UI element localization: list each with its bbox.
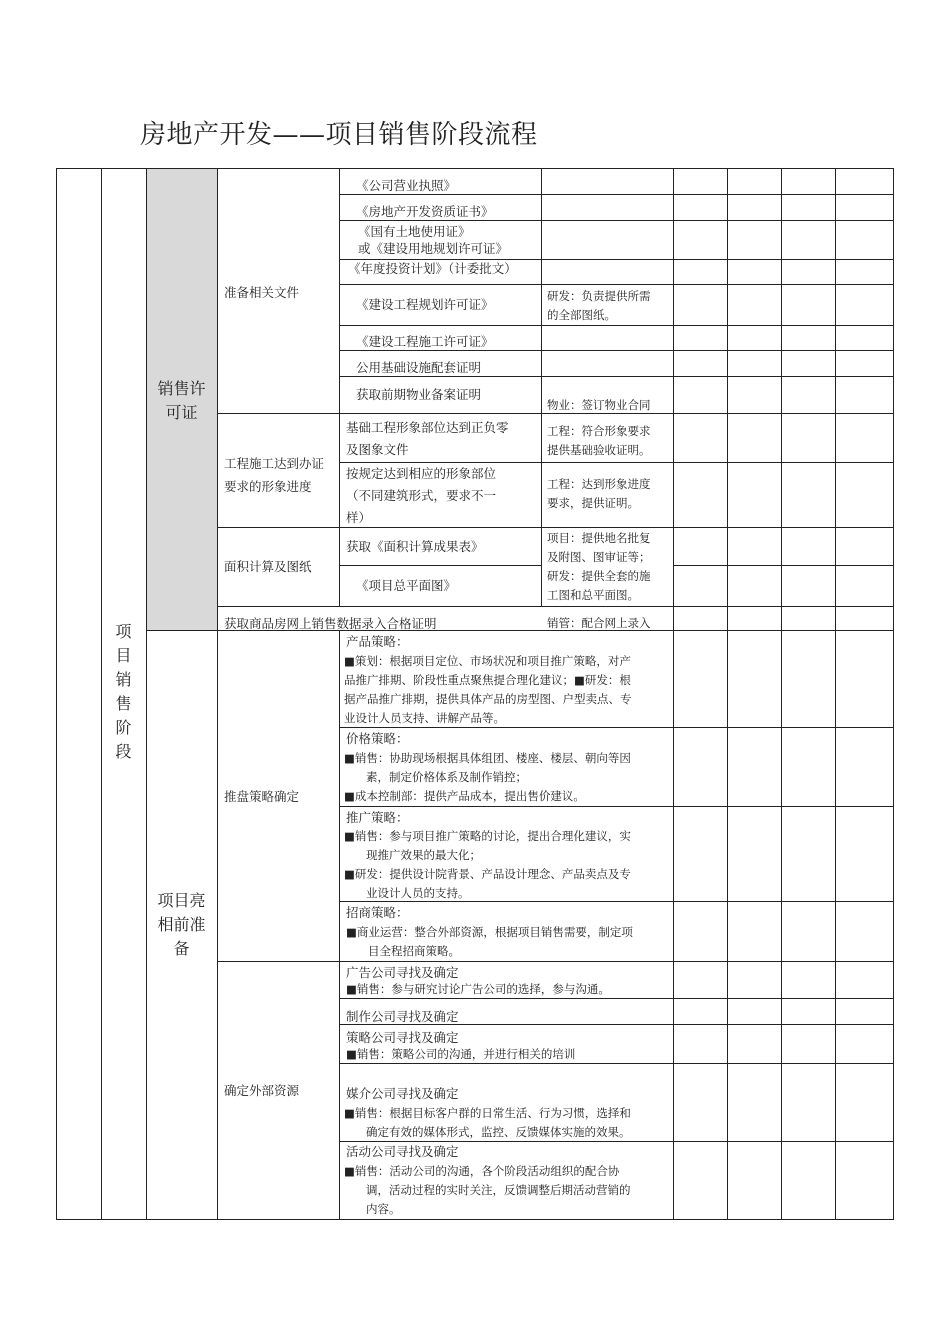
row-line xyxy=(339,806,894,807)
external-body: ■销售：活动公司的沟通，各个阶段活动组织的配合协 调，活动过程的实时关注，反馈调整后期活动营销的 内容。 xyxy=(344,1164,631,1216)
sub-docs: 准备相关文件 xyxy=(224,285,300,300)
row-line xyxy=(217,527,894,528)
resp-cell: 工程：达到形象进度 要求，提供证明。 xyxy=(547,477,651,510)
strategy-body: ■销售：参与项目推广策略的讨论，提出合理化建议，实 现推广效果的最大化； ■研发：提供设计院背景、产品设计理念、产品卖点及专 业设计人员的支持。 xyxy=(344,829,631,900)
doc-item: 《国有土地使用证》 或《建设用地规划许可证》 xyxy=(358,224,509,256)
col-line xyxy=(339,630,340,1220)
resp-cell: 销管：配合网上录入 xyxy=(547,616,651,630)
doc-item: 《建设工程施工许可证》 xyxy=(356,334,494,349)
col-line xyxy=(541,168,542,606)
doc-item: 公用基础设施配套证明 xyxy=(356,360,482,375)
page-title: 房地产开发——项目销售阶段流程 xyxy=(140,120,538,150)
sub-online: 获取商品房网上销售数据录入合格证明 xyxy=(224,616,437,631)
col-line xyxy=(146,168,147,1220)
section-prep-label: 项目亮 相前准 备 xyxy=(157,891,206,958)
doc-item: 《年度投资计划》（计委批文） xyxy=(348,261,517,276)
strategy-head: 推广策略： xyxy=(346,810,409,825)
resp-cell: 工程：符合形象要求 提供基础验收证明。 xyxy=(547,424,651,457)
row-line xyxy=(339,284,894,285)
row-line xyxy=(217,961,894,962)
strategy-head: 价格策略： xyxy=(346,731,409,746)
external-item: 策略公司寻找及确定 ■销售：策略公司的沟通，并进行相关的培训 xyxy=(346,1030,576,1061)
progress-item: 基础工程形象部位达到正负零 及图象文件 xyxy=(346,420,509,457)
section-permit-label: 销售许 可证 xyxy=(157,379,206,422)
strategy-body: ■商业运营：整合外部资源，根据项目销售需要，制定项 目全程招商策略。 xyxy=(346,925,633,958)
doc-item: 《房地产开发资质证书》 xyxy=(356,204,494,219)
external-item: 广告公司寻找及确定 ■销售：参与研究讨论广告公司的选择，参与沟通。 xyxy=(346,965,610,996)
col-line xyxy=(339,168,340,606)
strategy-head: 招商策略： xyxy=(346,905,409,920)
external-item: 活动公司寻找及确定 xyxy=(346,1144,459,1159)
row-line xyxy=(339,1063,894,1064)
strategy-head: 产品策略： xyxy=(346,634,409,649)
sub-progress: 工程施工达到办证 要求的形象进度 xyxy=(224,456,325,494)
doc-item: 《建设工程规划许可证》 xyxy=(356,297,494,312)
area-item: 获取《面积计算成果表》 xyxy=(346,539,484,554)
resp-cell: 项目：提供地名批复 及附图、图审证等； 研发：提供全套的施 工图和总平面图。 xyxy=(547,531,651,602)
doc-item: 《公司营业执照》 xyxy=(356,178,457,193)
col-line xyxy=(217,168,218,1220)
table-border-bottom xyxy=(56,1219,894,1220)
phase-label: 项 目 销 售 阶 段 xyxy=(115,622,132,761)
row-line xyxy=(339,325,894,326)
sub-area: 面积计算及图纸 xyxy=(224,559,312,574)
strategy-body: ■策划：根据项目定位、市场状况和项目推广策略，对产 品推广排期、阶段性重点聚焦提合理化建议；■研发：根 据产品推广排期，提供具体产品的房型图、户型卖点、专 业设计人员支持、讲解产品等。 xyxy=(344,654,632,725)
row-line xyxy=(339,998,894,999)
sub-strategy: 推盘策略确定 xyxy=(224,789,300,804)
row-line xyxy=(217,606,894,607)
external-item: 媒介公司寻找及确定 xyxy=(346,1086,459,1101)
resp-cell: 研发：负责提供所需 的全部图纸。 xyxy=(547,289,651,322)
external-item: 制作公司寻找及确定 xyxy=(346,1009,459,1024)
table-border-left xyxy=(56,168,57,1220)
sub-external: 确定外部资源 xyxy=(224,1083,300,1098)
table-border-top xyxy=(56,168,894,169)
row-line xyxy=(673,565,894,566)
strategy-body: ■销售：协助现场根据具体组团、楼座、楼层、朝向等因 素，制定价格体系及制作销控； ■成本控制部：提供产品成本，提出售价建议。 xyxy=(344,751,631,803)
doc-item: 获取前期物业备案证明 xyxy=(356,387,482,402)
row-line xyxy=(339,565,541,566)
area-item: 《项目总平面图》 xyxy=(356,578,457,593)
resp-cell: 物业：签订物业合同 xyxy=(547,398,651,412)
external-body: ■销售：根据目标客户群的日常生活、行为习惯，选择和 确定有效的媒体形式，监控、反馈媒体实施的效果。 xyxy=(344,1106,631,1139)
progress-item: 按规定达到相应的形象部位 （不同建筑形式，要求不一 样） xyxy=(346,466,497,525)
